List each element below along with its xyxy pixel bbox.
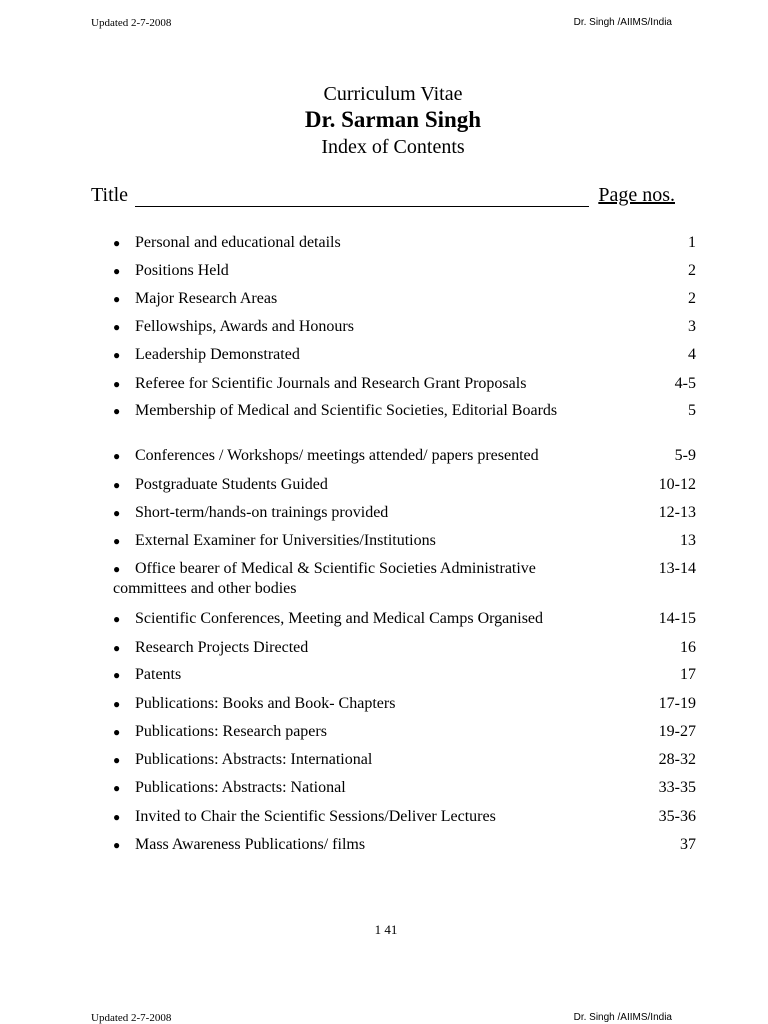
page-indicator: 1 41 xyxy=(374,922,398,937)
toc-entry-label: Leadership Demonstrated xyxy=(135,346,300,363)
toc-entry-label: Scientific Conferences, Meeting and Medical Camps Organised xyxy=(135,610,544,627)
bullet-icon: ● xyxy=(113,697,121,711)
toc-entry-label: Publications: Books and Book- Chapters xyxy=(135,695,396,712)
bullet-icon: ● xyxy=(113,534,121,548)
toc-entry-page: 5 xyxy=(688,402,696,419)
bullet-icon: ● xyxy=(113,348,121,362)
title-column-label: Title xyxy=(91,184,129,206)
toc-entry-page: 2 xyxy=(688,262,696,279)
toc-entry-label: Major Research Areas xyxy=(135,290,278,307)
bullet-icon: ● xyxy=(113,562,121,576)
bullet-icon: ● xyxy=(113,264,121,278)
toc-entry-page: 3 xyxy=(688,318,696,335)
bullet-icon: ● xyxy=(113,781,121,795)
bullet-icon: ● xyxy=(113,753,121,767)
bullet-icon: ● xyxy=(113,506,121,520)
toc-entry-label: External Examiner for Universities/Institutions xyxy=(135,532,436,549)
toc-entry-label: Postgraduate Students Guided xyxy=(135,476,328,493)
toc-entry-page: 4 xyxy=(688,346,696,363)
bullet-icon: ● xyxy=(113,478,121,492)
toc-entry-page: 19-27 xyxy=(658,723,696,740)
toc-entry-label: Positions Held xyxy=(135,262,229,279)
bullet-icon: ● xyxy=(113,236,121,250)
toc-entry-page: 37 xyxy=(680,836,696,853)
bullet-icon: ● xyxy=(113,449,121,463)
document-name: Dr. Sarman Singh xyxy=(304,107,482,132)
title-block xyxy=(0,82,768,160)
toc-entry-label: Invited to Chair the Scientific Sessions/Deliver Lectures xyxy=(135,808,496,825)
toc-entry-label: Personal and educational details xyxy=(135,234,341,251)
bullet-icon: ● xyxy=(113,641,121,655)
toc-entry-label: Conferences / Workshops/ meetings attended/ papers presented xyxy=(135,447,539,464)
toc-entry-page: 4-5 xyxy=(674,375,696,392)
toc-entry-page: 13-14 xyxy=(658,560,696,577)
bullet-icon: ● xyxy=(113,725,121,739)
document-label: Curriculum Vitae xyxy=(323,83,463,105)
toc-entry-label: Research Projects Directed xyxy=(135,639,309,656)
toc-column-header xyxy=(91,184,675,210)
page-footer xyxy=(91,1012,672,1024)
toc-entry-page: 2 xyxy=(688,290,696,307)
toc-entry-page: 10-12 xyxy=(658,476,696,493)
bullet-icon: ● xyxy=(113,612,121,626)
toc-entry-page: 17 xyxy=(680,666,696,683)
footer-updated-date: Updated 2-7-2008 xyxy=(91,1012,172,1024)
toc-entry-page: 13 xyxy=(680,532,696,549)
toc-entry-page: 16 xyxy=(680,639,696,656)
toc-entry-page: 28-32 xyxy=(658,751,696,768)
toc-entry-label: Mass Awareness Publications/ films xyxy=(135,836,366,853)
toc-entry-page: 1 xyxy=(688,234,696,251)
toc-entry-label: Publications: Abstracts: National xyxy=(135,779,346,796)
header-updated-date: Updated 2-7-2008 xyxy=(91,17,172,29)
toc-entry-label: Publications: Research papers xyxy=(135,723,327,740)
toc-entry-label: Referee for Scientific Journals and Research Grant Proposals xyxy=(135,375,527,392)
bullet-icon: ● xyxy=(113,320,121,334)
bullet-icon: ● xyxy=(113,668,121,682)
toc-entry-label: Patents xyxy=(135,666,182,683)
header-author: Dr. Singh /AIIMS/India xyxy=(573,17,672,28)
toc-entry-page: 14-15 xyxy=(658,610,696,627)
page-column-label: Page nos. xyxy=(598,184,675,206)
footer-author: Dr. Singh /AIIMS/India xyxy=(573,1012,672,1023)
bullet-icon: ● xyxy=(113,292,121,306)
toc-entry-page: 17-19 xyxy=(658,695,696,712)
toc-entry-label: Office bearer of Medical & Scientific Societies Administrative committees and other bodies xyxy=(113,560,536,597)
header-rule xyxy=(135,206,589,207)
toc-entry-label: Fellowships, Awards and Honours xyxy=(135,318,354,335)
toc-entry-label: Membership of Medical and Scientific Societies, Editorial Boards xyxy=(135,402,558,419)
toc-entry-page: 5-9 xyxy=(674,447,696,464)
bullet-icon: ● xyxy=(113,810,121,824)
bullet-icon: ● xyxy=(113,377,121,391)
page-header xyxy=(91,17,672,29)
toc-entry-page: 33-35 xyxy=(658,779,696,796)
toc-entry-page: 35-36 xyxy=(658,808,696,825)
bullet-icon: ● xyxy=(113,404,121,418)
toc-entry-label: Short-term/hands-on trainings provided xyxy=(135,504,389,521)
toc-entry-page: 12-13 xyxy=(658,504,696,521)
document-subtitle: Index of Contents xyxy=(321,136,465,158)
toc-entry-label: Publications: Abstracts: International xyxy=(135,751,373,768)
bullet-icon: ● xyxy=(113,838,121,852)
